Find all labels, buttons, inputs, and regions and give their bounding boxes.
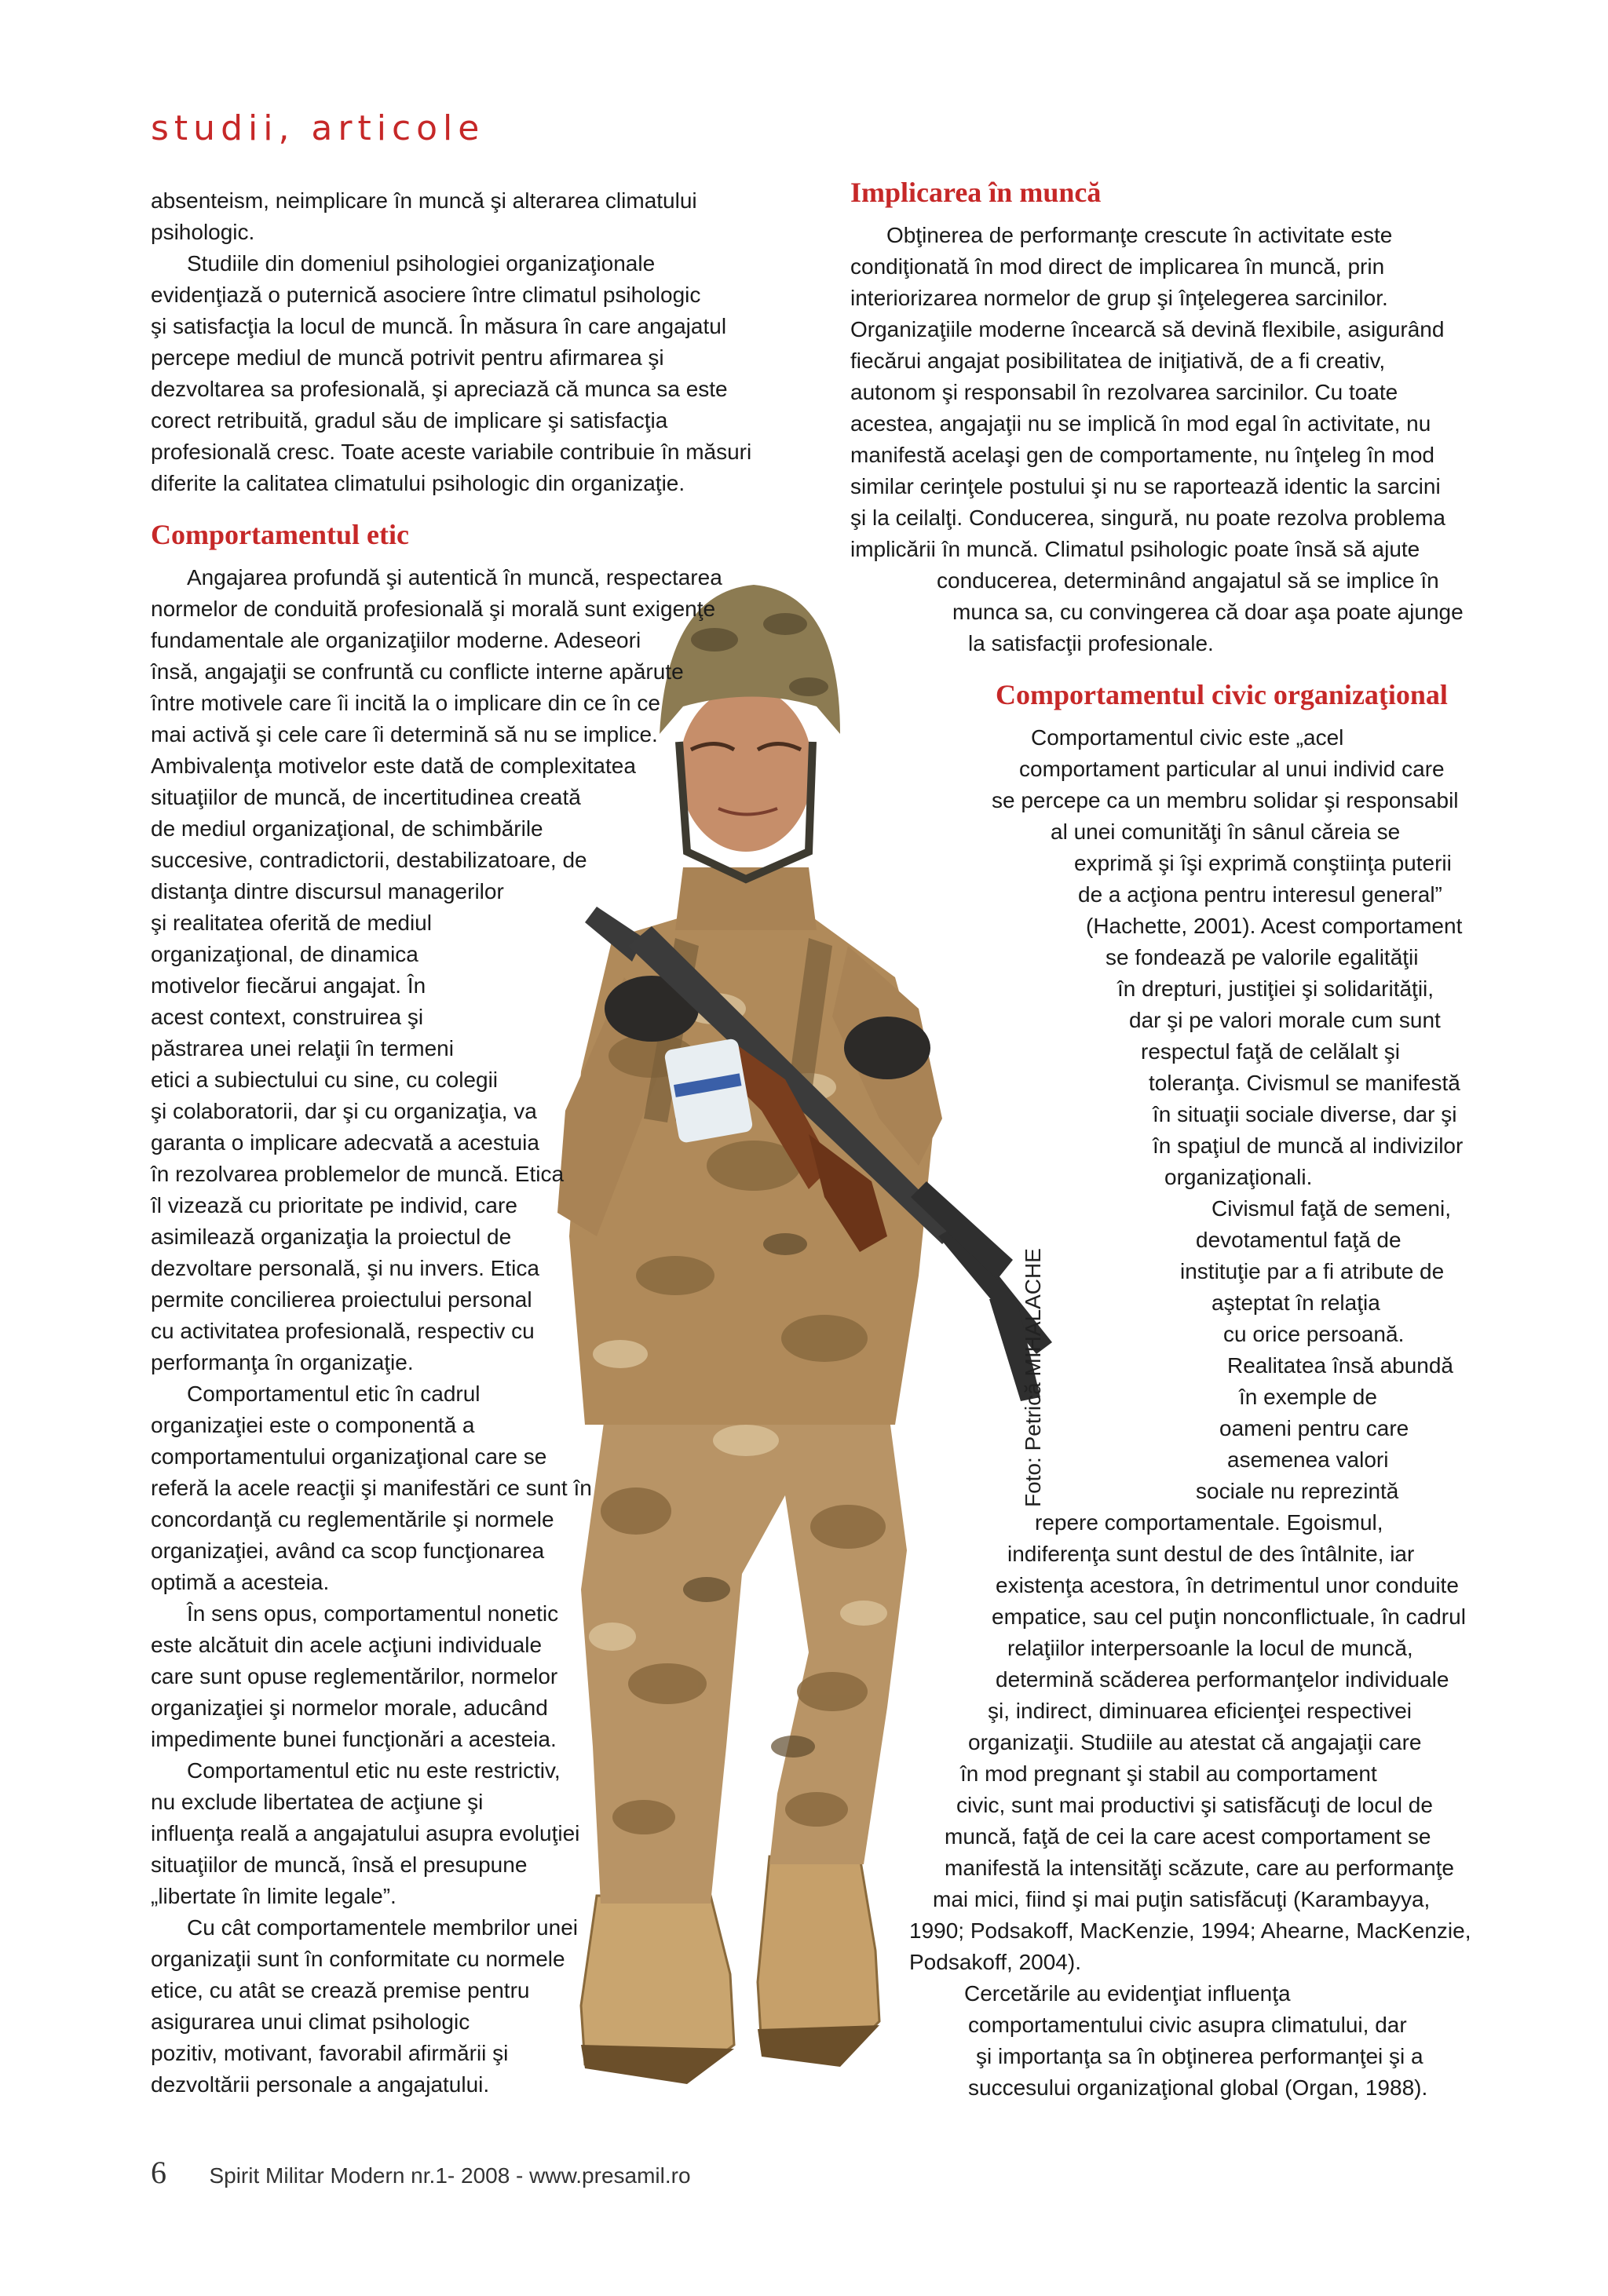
text-line: performanţa în organizaţie.	[151, 1350, 414, 1374]
text-line: absenteism, neimplicare în muncă şi alterarea climatului	[151, 188, 697, 213]
text-line: interiorizarea normelor de grup şi înţelegerea sarcinilor.	[850, 286, 1388, 310]
paragraph	[850, 1978, 1522, 2104]
text-line: şi, indirect, diminuarea eficienţei respectivei	[988, 1699, 1412, 1723]
text-line: Podsakoff, 2004).	[909, 1950, 1081, 1974]
text-line: între motivele care îi incită la o implicare din ce în ce	[151, 691, 660, 715]
text-line: manifestă la intensităţi scăzute, care au performanţe	[945, 1856, 1455, 1880]
text-line: în spaţiul de muncă al indivizilor	[1153, 1133, 1464, 1158]
text-line: păstrarea unei relaţii în termeni	[151, 1036, 454, 1060]
text-line: profesională cresc. Toate aceste variabile contribuie în măsuri	[151, 440, 752, 464]
text-line: pozitiv, motivant, favorabil afirmării şi	[151, 2041, 509, 2065]
text-line: instituţie par a fi atribute de	[1180, 1259, 1445, 1283]
text-line: manifestă acelaşi gen de comportamente, nu înţeleg în mod	[850, 443, 1434, 467]
text-line: Realitatea însă abundă	[1227, 1353, 1453, 1378]
text-line: dezvoltare personală, şi nu invers. Etica	[151, 1256, 539, 1280]
text-line: motivelor fiecărui angajat. În	[151, 973, 426, 998]
text-line: corect retribuită, gradul său de implicare şi satisfacţia	[151, 408, 668, 433]
text-line: normelor de conduită profesională şi morală sunt exigenţe	[151, 597, 716, 621]
text-line: Comportamentul civic este „acel	[1031, 725, 1344, 750]
text-line: însă, angajaţii se confruntă cu conflicte interne apărute	[151, 659, 684, 684]
publication-info: Spirit Militar Modern nr.1- 2008 - www.presamil.ro	[209, 2163, 691, 2188]
text-line: etice, cu atât se crează premise pentru	[151, 1978, 530, 2002]
text-line: determină scăderea performanţelor individuale	[996, 1667, 1449, 1692]
paragraph	[151, 1598, 779, 1755]
text-line: se percepe ca un membru solidar şi responsabil	[992, 788, 1459, 812]
text-line: dezvoltării personale a angajatului.	[151, 2072, 490, 2097]
text-line: acestea, angajaţii nu se implică în mod egal în activitate, nu	[850, 411, 1431, 436]
text-line: optimă a acesteia.	[151, 1570, 330, 1594]
text-line: în rezolvarea problemelor de muncă. Etica	[151, 1162, 565, 1186]
text-line: În sens opus, comportamentul nonetic	[187, 1601, 559, 1626]
paragraph	[151, 248, 779, 499]
photo-credit: Foto: Petrică MIHALACHE	[1021, 1248, 1045, 1507]
paragraph	[151, 1912, 779, 2101]
text-line: existenţa acestora, în detrimentul unor conduite	[996, 1573, 1459, 1597]
text-line: în drepturi, justiţiei şi solidarităţii,	[1117, 976, 1434, 1001]
text-line: Obţinerea de performanţe crescute în activitate este	[886, 223, 1393, 247]
paragraph	[850, 1193, 1522, 1978]
text-line: nu exclude libertatea de acţiune şi	[151, 1790, 484, 1814]
text-line: Ambivalenţa motivelor este dată de complexitatea	[151, 754, 636, 778]
text-line: diferite la calitatea climatului psihologic din organizaţie.	[151, 471, 685, 495]
text-line: asigurarea unui climat psihologic	[151, 2009, 470, 2034]
text-line: (Hachette, 2001). Acest comportament	[1086, 914, 1463, 938]
paragraph	[151, 562, 779, 1378]
text-line: şi importanţa sa în obţinerea performanţei şi a	[976, 2044, 1423, 2068]
text-line: Cu cât comportamentele membrilor unei	[187, 1915, 578, 1940]
text-line: civic, sunt mai productivi şi satisfăcuţi de locul de	[956, 1793, 1433, 1817]
text-line: indiferenţa sunt destul de des întâlnite, iar	[1007, 1542, 1415, 1566]
text-line: situaţiilor de muncă, de incertitudinea creată	[151, 785, 581, 809]
section-header: studii, articole	[151, 108, 485, 148]
text-line: empatice, sau cel puţin nonconflictuale, în cadrul	[992, 1604, 1466, 1629]
text-line: muncă, faţă de cei la care acest comportament se	[945, 1824, 1431, 1849]
text-line: autonom şi responsabil în rezolvarea sarcinilor. Cu toate	[850, 380, 1398, 404]
text-line: conducerea, determinând angajatul să se implice în	[937, 568, 1439, 593]
text-line: se fondează pe valorile egalităţii	[1106, 945, 1419, 969]
text-line: garanta o implicare adecvată a acestuia	[151, 1130, 539, 1155]
text-line: asemenea valori	[1227, 1447, 1389, 1472]
text-line: situaţiilor de muncă, însă el presupune	[151, 1852, 528, 1877]
text-line: influenţa reală a angajatului asupra evoluţiei	[151, 1821, 580, 1845]
text-line: implicării în muncă. Climatul psihologic poate însă să ajute	[850, 537, 1420, 561]
text-line: psihologic.	[151, 220, 255, 244]
text-line: similar cerinţele postului şi nu se raportează identic la sarcini	[850, 474, 1441, 498]
text-line: de a acţiona pentru interesul general”	[1078, 882, 1442, 907]
text-line: cu activitatea profesională, respectiv cu	[151, 1319, 535, 1343]
text-line: distanţa dintre discursul managerilor	[151, 879, 504, 903]
text-line: la satisfacţii profesionale.	[968, 631, 1214, 655]
text-line: în exemple de	[1239, 1385, 1377, 1409]
text-line: succesului organizaţional global (Organ, 1988).	[968, 2075, 1428, 2100]
paragraph	[850, 722, 1522, 1193]
text-line: referă la acele reacţii şi manifestări ce sunt în	[151, 1476, 592, 1500]
page-footer	[151, 2154, 691, 2191]
text-line: „libertate în limite legale”.	[151, 1884, 397, 1908]
text-line: şi realitatea oferită de mediul	[151, 911, 432, 935]
paragraph	[151, 185, 779, 248]
text-line: cu orice persoană.	[1223, 1322, 1405, 1346]
text-line: Comportamentul etic nu este restrictiv,	[187, 1758, 561, 1783]
text-line: Angajarea profundă şi autentică în muncă, respectarea	[187, 565, 722, 590]
text-line: evidenţiază o puternică asociere între climatul psihologic	[151, 283, 701, 307]
text-line: şi satisfacţia la locul de muncă. În măsura în care angajatul	[151, 314, 727, 338]
text-line: Civismul faţă de semeni,	[1211, 1196, 1452, 1221]
text-line: în mod pregnant şi stabil au comportament	[960, 1761, 1377, 1786]
text-line: îl vizează cu prioritate pe individ, care	[151, 1193, 517, 1217]
text-line: de mediul organizaţional, de schimbările	[151, 816, 543, 841]
text-line: percepe mediul de muncă potrivit pentru afirmarea şi	[151, 345, 664, 370]
text-line: impedimente bunei funcţionări a acesteia.	[151, 1727, 557, 1751]
text-line: repere comportamentale. Egoismul,	[1035, 1510, 1383, 1535]
text-line: comportamentului civic asupra climatului, dar	[968, 2013, 1407, 2037]
text-line: aşteptat în relaţia	[1211, 1290, 1380, 1315]
text-line: toleranţa. Civismul se manifestă	[1149, 1071, 1460, 1095]
text-line: organizaţii. Studiile au atestat că angajaţii care	[968, 1730, 1422, 1754]
text-line: Studiile din domeniul psihologiei organizaţionale	[187, 251, 656, 276]
text-line: Comportamentul etic în cadrul	[187, 1382, 481, 1406]
text-line: mai mici, fiind şi mai puţin satisfăcuţi (Karambayya,	[933, 1887, 1431, 1911]
text-line: etici a subiectului cu sine, cu colegii	[151, 1068, 499, 1092]
text-line: Cercetările au evidenţiat influenţa	[964, 1981, 1291, 2006]
text-line: dar şi pe valori morale cum sunt	[1129, 1008, 1441, 1032]
right-column	[850, 174, 1522, 2104]
text-line: 1990; Podsakoff, MacKenzie, 1994; Ahearne, MacKenzie,	[909, 1918, 1471, 1943]
text-line: Organizaţiile moderne încearcă să devină flexibile, asigurând	[850, 317, 1445, 341]
text-line: concordanţă cu reglementările şi normele	[151, 1507, 554, 1531]
text-line: organizaţiei, având ca scop funcţionarea	[151, 1539, 545, 1563]
text-line: condiţionată în mod direct de implicarea în muncă, prin	[850, 254, 1385, 279]
text-line: şi colaboratorii, dar şi cu organizaţia, va	[151, 1099, 537, 1123]
text-line: devotamentul faţă de	[1196, 1228, 1402, 1252]
text-line: dezvoltarea sa profesională, şi apreciază că munca sa este	[151, 377, 728, 401]
paragraph	[151, 1378, 779, 1598]
text-line: organizaţionali.	[1164, 1165, 1313, 1189]
text-line: organizaţiei este o componentă a	[151, 1413, 475, 1437]
text-line: permite concilierea proiectului personal	[151, 1287, 532, 1312]
text-line: exprimă şi îşi exprimă conştiinţa puterii	[1074, 851, 1452, 875]
text-line: şi la ceilalţi. Conducerea, singură, nu poate rezolva problema	[850, 506, 1445, 530]
text-line: în situaţii sociale diverse, dar şi	[1153, 1102, 1457, 1126]
text-line: organizaţional, de dinamica	[151, 942, 418, 966]
text-line: respectul faţă de celălalt şi	[1141, 1039, 1400, 1064]
text-line: mai activă şi cele care îi determină să nu se implice.	[151, 722, 658, 746]
paragraph	[151, 1755, 779, 1912]
paragraph	[850, 220, 1522, 659]
text-line: fiecărui angajat posibilitatea de iniţiativă, de a fi creativ,	[850, 349, 1386, 373]
left-column	[151, 185, 779, 2101]
page-number: 6	[151, 2155, 166, 2190]
text-line: succesive, contradictorii, destabilizatoare, de	[151, 848, 587, 872]
text-line: asimilează organizaţia la proiectul de	[151, 1225, 512, 1249]
text-line: este alcătuit din acele acţiuni individuale	[151, 1633, 543, 1657]
text-line: comportament particular al unui individ care	[1019, 757, 1445, 781]
text-line: fundamentale ale organizaţiilor moderne. Adeseori	[151, 628, 641, 652]
section-heading: Comportamentul etic	[151, 519, 409, 550]
text-line: acest context, construirea şi	[151, 1005, 424, 1029]
section-heading: Comportamentul civic organizaţional	[996, 679, 1448, 710]
text-line: oameni pentru care	[1219, 1416, 1409, 1440]
text-line: organizaţiei şi normelor morale, aducând	[151, 1696, 548, 1720]
text-line: organizaţii sunt în conformitate cu normele	[151, 1947, 565, 1971]
text-line: relaţiilor interpersoanle la locul de muncă,	[1007, 1636, 1413, 1660]
text-line: care sunt opuse reglementărilor, normelor	[151, 1664, 558, 1688]
section-heading: Implicarea în muncă	[850, 177, 1102, 208]
text-line: sociale nu reprezintă	[1196, 1479, 1399, 1503]
text-line: munca sa, cu convingerea că doar aşa poate ajunge	[952, 600, 1464, 624]
text-line: al unei comunităţi în sânul căreia se	[1051, 819, 1401, 844]
text-line: comportamentului organizaţional care se	[151, 1444, 547, 1469]
